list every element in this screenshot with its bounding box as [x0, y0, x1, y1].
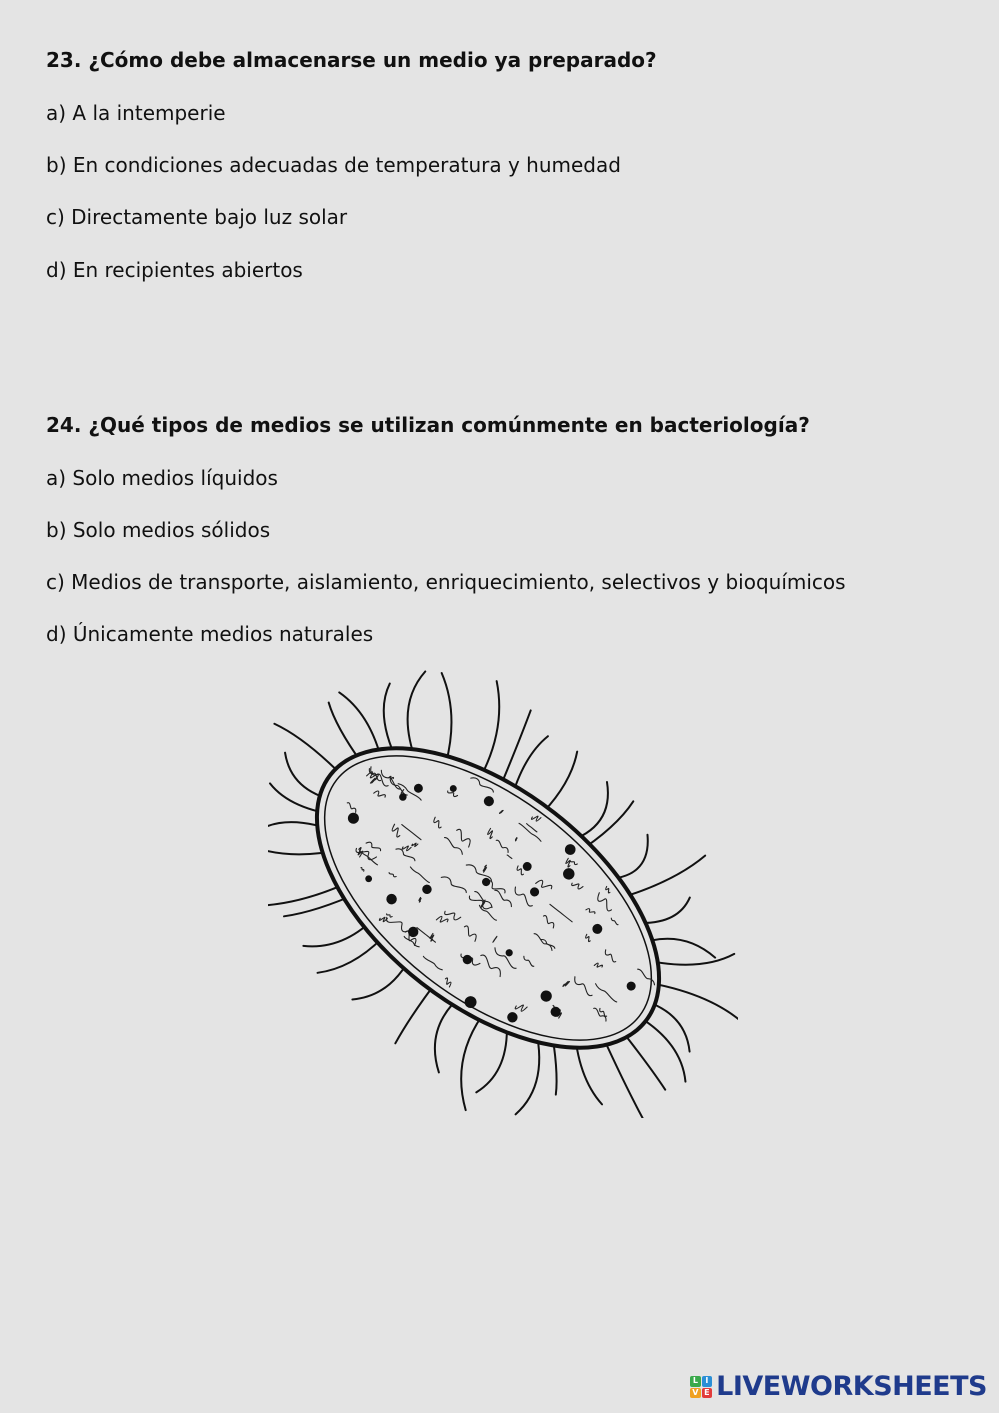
question-24 — [46, 413, 846, 646]
option-c: c) Medios de transporte, aislamiento, enriquecimiento, selectivos y bioquímicos — [46, 570, 846, 594]
option-d: d) En recipientes abiertos — [46, 258, 303, 282]
option-c: c) Directamente bajo luz solar — [46, 205, 348, 229]
logo-letter: I — [702, 1376, 713, 1387]
option-a: a) A la intemperie — [46, 101, 226, 125]
question-23 — [46, 48, 657, 282]
option-d: d) Únicamente medios naturales — [46, 622, 374, 646]
bacterium-illustration — [268, 668, 738, 1118]
logo-letter: E — [702, 1388, 713, 1399]
option-b: b) En condiciones adecuadas de temperatura y humedad — [46, 153, 621, 177]
liveworksheets-logo — [690, 1372, 987, 1402]
logo-icon — [690, 1376, 712, 1398]
question-title: 24. ¿Qué tipos de medios se utilizan comúnmente en bacteriología? — [46, 413, 810, 437]
option-b: b) Solo medios sólidos — [46, 518, 271, 542]
brand-name: LIVEWORKSHEETS — [716, 1371, 987, 1402]
logo-letter: L — [690, 1376, 701, 1387]
option-a: a) Solo medios líquidos — [46, 466, 278, 490]
question-title: 23. ¿Cómo debe almacenarse un medio ya preparado? — [46, 48, 657, 72]
bacterium-icon — [268, 668, 738, 1118]
logo-letter: V — [690, 1388, 701, 1399]
